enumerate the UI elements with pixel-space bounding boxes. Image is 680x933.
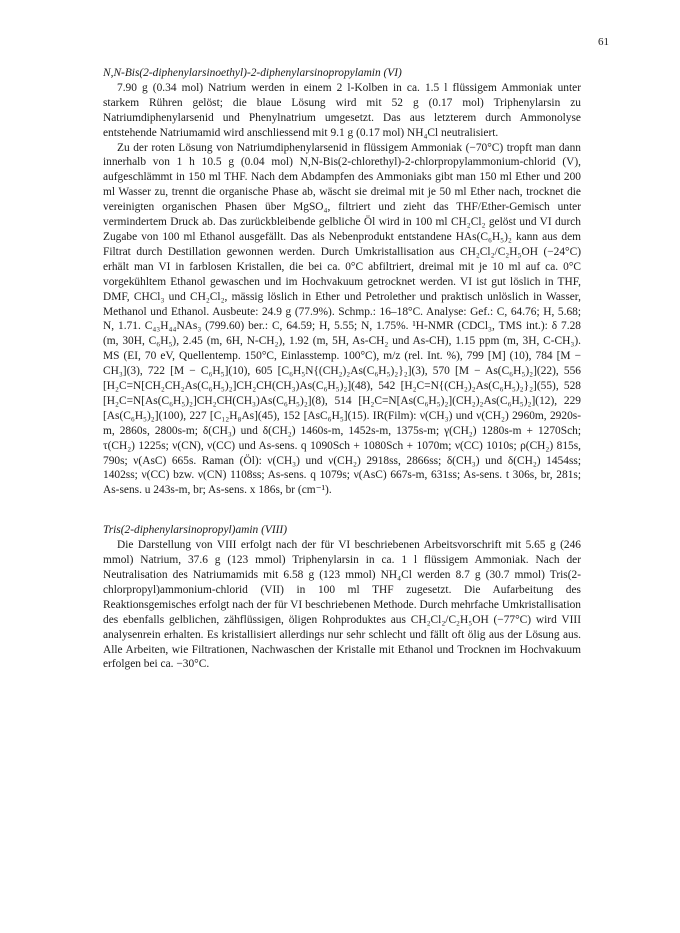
paragraph-vi-1: 7.90 g (0.34 mol) Natrium werden in einem 2 l-Kolben in ca. 1.5 l flüssigem Ammoniak unter starkem Rühren gelöst; die blaue Lösung wird mit 52 g (0.17 mol) Triphenylarsin zu Natriumdiphenylarsenid und Phenylnatrium umgesetzt. Das aus letzterem durch Ammonolyse entstehende Natriumamid wird anschliessend mit 9.1 g (0.17 mol) NH₄Cl neutralisiert. <box>103 81 581 139</box>
section-heading-viii: Tris(2-diphenylarsinopropyl)amin (VIII) <box>103 524 288 537</box>
paragraph-vi-2: Zu der roten Lösung von Natriumdiphenylarsenid in flüssigem Ammoniak (−70°C) tropft man dann innerhalb von 1 h 10.5 g (0.04 mol) N,N-Bis(2-chlorethyl)-2-chlorpropylammonium-chlorid (V), aufgeschlämmt in 150 ml THF. Nach dem Abdampfen des Ammoniaks gibt man 150 ml Ether und 200 ml Wasser zu, trennt die organische Phase ab, wäscht sie dreimal mit je 50 ml Ether nach, trocknet die vereinigten organischen Phasen über MgSO₄, filtriert und zieht das THF/Ether-Gemisch unter vermindertem Druck ab. Das zurückbleibende gelbliche Öl wird in 100 ml CH₂Cl₂ gelöst und VI durch Zugabe von 100 ml Ethanol ausgefällt. Das als Nebenprodukt entstandene HAs(C₆H₅)₂ kann aus dem Filtrat durch Destillation gewonnen werden. Durch Umkristallisation aus CH₂Cl₂/C₂H₅OH (−24°C) erhält man VI in farblosen Kristallen, die bei ca. 0°C abfiltriert, dreimal mit je 10 ml auf ca. 0°C vorgekühltem Ethanol gewaschen und im Hochvakuum getrocknet werden. VI ist gut löslich in THF, DMF, CHCl₃ und CH₂Cl₂, mässig löslich in Ether und Petrolether und praktisch unlöslich in Wasser, Methanol und Ethanol. Ausbeute: 24.9 g (77.9%). Schmp.: 16–18°C. Analyse: Gef.: C, 64.76; H, 5.68; N, 1.71. C₄₃H₄₄NAs₃ (799.60) ber.: C, 64.59; H, 5.55; N, 1.75%. ¹H-NMR (CDCl₃, TMS int.): δ 7.28 (m, 30H, C₆H₅), 2.45 (m, 6H, N-CH₂), 1.92 (m, 5H, As-CH₂ und As-CH), 1.15 ppm (m, 3H, C-CH₃). MS (EI, 70 eV, Quellentemp. 150°C, Einlasstemp. 100°C), m/z (rel. Int. %), 799 [M] (10), 784 [M − CH₃](3), 722 [M − C₆H₅](10), 605 [C₆H₅N{(CH₂)₂As(C₆H₅)₂}₂](3), 570 [M − As(C₆H₅)₂](22), 556 [H₂C=N[CH₂CH₂As(C₆H₅)₂]CH₂CH(CH₃)As(C₆H₅)₂](48), 542 [H₂C=N{(CH₂)₂As(C₆H₅)₂}₂](55), 528 [H₂C=N[As(C₆H₅)₂]CH₂CH(CH₃)As(C₆H₅)₂](8), 514 [H₂C=N[As(C₆H₅)₂](CH₂)₂As(C₆H₅)₂](12), 229 [As(C₆H₅)₂](100), 227 [C₁₂H₈As](45), 152 [AsC₆H₅](15). IR(Film): ν(CH₃) und ν(CH₂) 2960m, 2920s-m, 2860s, 2800s-m; δ(CH₃) und δ(CH₂) 1460s-m, 1452s-m, 1375s-m; γ(CH₂) 1280s-m + 1270Sch; τ(CH₂) 1225s; ν(CN), ν(CC) und As-sens. q 1090Sch + 1080Sch + 1070m; ν(CC) 1010s; ρ(CH₂) 815s, 790s; ν(AsC) 665s. Raman (Öl): ν(CH₃) und ν(CH₂) 2918ss, 2866ss; δ(CH₃) und δ(CH₂) 1454ss; 1402ss; ν(CC) bzw. ν(CN) 1108ss; As-sens. q 1079s; ν(AsC) 667s-m, 631ss; As-sens. t 306s, br, 281s; As-sens. u 243s-m, br; As-sens. x 186s, br (cm⁻¹). <box>103 141 581 497</box>
page-number: 61 <box>598 36 609 48</box>
section-heading-vi: N,N-Bis(2-diphenylarsinoethyl)-2-diphenylarsinopropylamin (VI) <box>103 67 402 79</box>
paragraph-viii-1: Die Darstellung von VIII erfolgt nach der für VI beschriebenen Arbeitsvorschrift mit 5.65 g (246 mmol) Natrium, 37.6 g (123 mmol) Triphenylarsin in ca. 1 l flüssigem Ammoniak. Nach der Neutralisation des Natriumamids mit 6.58 g (123 mmol) NH₄Cl werden 8.7 g (30.7 mmol) Tris(2-chlorpropyl)ammonium-chlorid (VII) in 100 ml THF zugesetzt. Die Aufarbeitung des Reaktionsgemisches erfolgt nach der für VI beschriebenen Methode. Durch mehrfache Umkristallisation des ebenfalls gelblichen, zähflüssigen, öligen Rohproduktes aus CH₂Cl₂/C₂H₅OH (−77°C) wird VIII analysenrein erhalten. Es kristallisiert allerdings nur sehr schlecht und fällt oft ölig aus der Lösung aus. Alle Arbeiten, wie Filtrationen, Nachwaschen der Kristalle mit Ethanol und Trocknen im Hochvakuum erfolgen bei ca. −30°C. <box>103 539 581 671</box>
page-body <box>103 66 581 672</box>
